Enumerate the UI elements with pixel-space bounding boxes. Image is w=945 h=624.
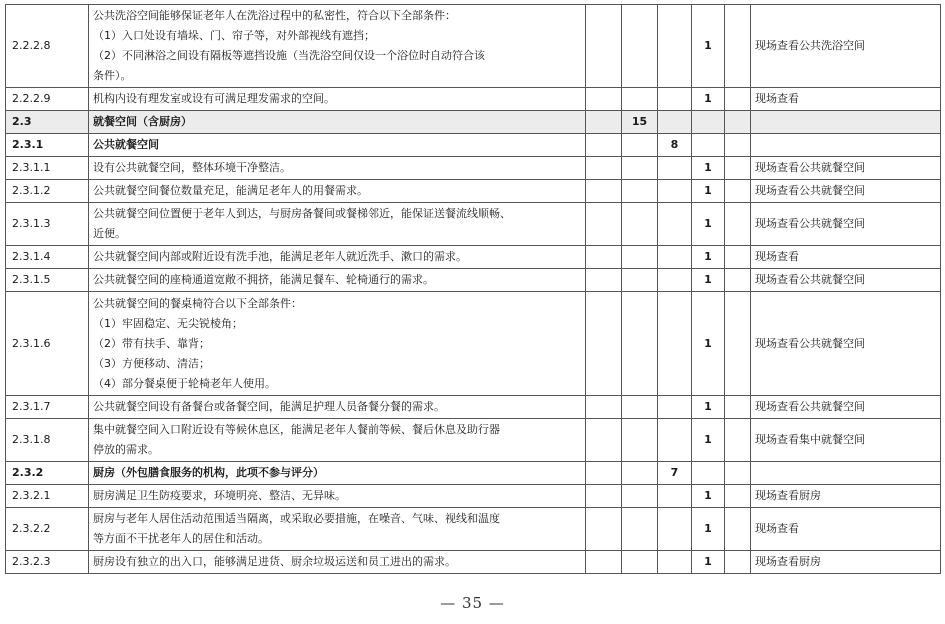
content-line: 公共就餐空间餐位数量充足，能满足老年人的用餐需求。	[93, 184, 368, 197]
score-level-2	[658, 396, 692, 419]
content-line: 等方面不干扰老年人的居住和活动。	[93, 532, 269, 545]
score-level-3	[692, 462, 725, 485]
empty-cell	[725, 111, 751, 134]
score-level-3: 1	[692, 508, 725, 551]
table-row	[6, 180, 941, 203]
score-level-2	[658, 157, 692, 180]
item-id: 2.2.2.8	[6, 5, 89, 88]
item-id: 2.3.1.3	[6, 203, 89, 246]
score-level-2	[658, 203, 692, 246]
content-line: 公共洗浴空间能够保证老年人在洗浴过程中的私密性，符合以下全部条件：	[93, 9, 456, 22]
page-number: — 35 —	[440, 594, 505, 612]
empty-cell	[725, 134, 751, 157]
score-level-2	[658, 5, 692, 88]
score-level-2	[658, 508, 692, 551]
item-id: 2.3.1.2	[6, 180, 89, 203]
score-level-2	[658, 551, 692, 574]
empty-cell	[725, 5, 751, 88]
table-row	[6, 419, 941, 462]
score-level-2	[658, 88, 692, 111]
check-method: 现场查看	[751, 508, 941, 551]
empty-cell	[725, 396, 751, 419]
empty-cell	[725, 88, 751, 111]
content-line: 公共就餐空间内部或附近设有洗手池，能满足老年人就近洗手、漱口的需求。	[93, 250, 467, 263]
check-method: 现场查看公共就餐空间	[751, 157, 941, 180]
score-level-3: 1	[692, 551, 725, 574]
content-line: （2）不同淋浴之间设有隔板等遮挡设施（当洗浴空间仅设一个浴位时自动符合该	[93, 49, 485, 62]
item-id: 2.3	[6, 111, 89, 134]
empty-cell	[586, 157, 622, 180]
table-row	[6, 88, 941, 111]
content-line: 停放的需求。	[93, 443, 159, 456]
item-id: 2.3.1.1	[6, 157, 89, 180]
empty-cell	[725, 419, 751, 462]
score-level-3: 1	[692, 157, 725, 180]
content-line: 近便。	[93, 227, 126, 240]
item-id: 2.3.1.7	[6, 396, 89, 419]
empty-cell	[586, 485, 622, 508]
score-level-1	[622, 551, 658, 574]
empty-cell	[586, 246, 622, 269]
content-line: 机构内设有理发室或设有可满足理发需求的空间。	[93, 92, 335, 105]
check-method: 现场查看公共就餐空间	[751, 396, 941, 419]
score-level-3: 1	[692, 292, 725, 396]
empty-cell	[725, 292, 751, 396]
empty-cell	[586, 508, 622, 551]
empty-cell	[586, 88, 622, 111]
empty-cell	[586, 5, 622, 88]
item-content	[89, 246, 586, 269]
item-id: 2.3.1	[6, 134, 89, 157]
score-level-3: 1	[692, 419, 725, 462]
score-level-1	[622, 5, 658, 88]
table-row	[6, 5, 941, 88]
check-method: 现场查看公共就餐空间	[751, 180, 941, 203]
content-line: （4）部分餐桌便于轮椅老年人使用。	[93, 376, 276, 390]
empty-cell	[725, 203, 751, 246]
empty-cell	[725, 485, 751, 508]
item-content	[89, 485, 586, 508]
check-method: 现场查看公共就餐空间	[751, 269, 941, 292]
item-id: 2.3.1.6	[6, 292, 89, 396]
table-row	[6, 508, 941, 551]
score-level-1	[622, 134, 658, 157]
score-level-1	[622, 269, 658, 292]
item-id: 2.3.1.5	[6, 269, 89, 292]
item-id: 2.3.2.1	[6, 485, 89, 508]
score-level-2	[658, 246, 692, 269]
check-method	[751, 134, 941, 157]
score-level-3: 1	[692, 396, 725, 419]
content-line: （1）牢固稳定、无尖锐棱角；	[93, 316, 243, 330]
table-row	[6, 551, 941, 574]
item-content	[89, 292, 586, 396]
check-method	[751, 462, 941, 485]
score-level-1	[622, 180, 658, 203]
content-line: （1）入口处设有墙垛、门、帘子等，对外部视线有遮挡；	[93, 29, 375, 42]
empty-cell	[586, 203, 622, 246]
content-line: 厨房设有独立的出入口，能够满足进货、厨余垃圾运送和员工进出的需求。	[93, 555, 456, 568]
empty-cell	[586, 180, 622, 203]
item-content	[89, 508, 586, 551]
score-level-1	[622, 462, 658, 485]
item-content	[89, 157, 586, 180]
item-content	[89, 111, 586, 134]
item-id: 2.2.2.9	[6, 88, 89, 111]
score-level-1	[622, 485, 658, 508]
empty-cell	[586, 462, 622, 485]
item-content	[89, 134, 586, 157]
score-level-3	[692, 111, 725, 134]
table-row	[6, 485, 941, 508]
empty-cell	[586, 111, 622, 134]
content-line: 公共就餐空间的餐桌椅符合以下全部条件：	[93, 296, 302, 310]
table-row	[6, 134, 941, 157]
score-level-1	[622, 203, 658, 246]
empty-cell	[725, 157, 751, 180]
score-level-1	[622, 157, 658, 180]
content-line: 就餐空间（含厨房）	[93, 115, 192, 128]
content-line: 公共就餐空间位置便于老年人到达，与厨房备餐间或餐梯邻近，能保证送餐流线顺畅、	[93, 207, 511, 220]
item-content	[89, 269, 586, 292]
check-method: 现场查看	[751, 246, 941, 269]
item-content	[89, 462, 586, 485]
table-body	[6, 5, 941, 574]
check-method: 现场查看公共就餐空间	[751, 292, 941, 396]
check-method: 现场查看厨房	[751, 485, 941, 508]
criteria-table	[5, 4, 941, 574]
table-row	[6, 203, 941, 246]
empty-cell	[725, 269, 751, 292]
empty-cell	[725, 551, 751, 574]
table-row	[6, 396, 941, 419]
score-level-1	[622, 88, 658, 111]
content-line: 公共就餐空间设有备餐台或备餐空间，能满足护理人员备餐分餐的需求。	[93, 400, 445, 413]
empty-cell	[725, 508, 751, 551]
table-row	[6, 269, 941, 292]
score-level-2	[658, 485, 692, 508]
check-method: 现场查看公共洗浴空间	[751, 5, 941, 88]
item-content	[89, 203, 586, 246]
content-line: （2）带有扶手、靠背；	[93, 336, 210, 350]
score-level-1: 15	[622, 111, 658, 134]
item-content	[89, 88, 586, 111]
content-line: 厨房与老年人居住活动范围适当隔离，或采取必要措施，在噪音、气味、视线和温度	[93, 512, 500, 525]
score-level-3: 1	[692, 485, 725, 508]
score-level-3: 1	[692, 246, 725, 269]
score-level-1	[622, 292, 658, 396]
table-row	[6, 462, 941, 485]
score-level-1	[622, 246, 658, 269]
score-level-1	[622, 396, 658, 419]
score-level-3	[692, 134, 725, 157]
score-level-1	[622, 419, 658, 462]
check-method: 现场查看集中就餐空间	[751, 419, 941, 462]
check-method	[751, 111, 941, 134]
score-level-1	[622, 508, 658, 551]
item-id: 2.3.2.3	[6, 551, 89, 574]
item-content	[89, 551, 586, 574]
empty-cell	[586, 134, 622, 157]
empty-cell	[725, 246, 751, 269]
content-line: 厨房满足卫生防疫要求，环境明亮、整洁、无异味。	[93, 489, 346, 502]
score-level-3: 1	[692, 180, 725, 203]
check-method: 现场查看	[751, 88, 941, 111]
score-level-2	[658, 269, 692, 292]
score-level-2	[658, 292, 692, 396]
score-level-3: 1	[692, 5, 725, 88]
empty-cell	[725, 180, 751, 203]
score-level-2	[658, 111, 692, 134]
content-line: 厨房（外包膳食服务的机构，此项不参与评分）	[93, 466, 324, 479]
empty-cell	[586, 269, 622, 292]
empty-cell	[586, 396, 622, 419]
content-line: 公共就餐空间	[93, 138, 159, 151]
score-level-3: 1	[692, 269, 725, 292]
score-level-2	[658, 180, 692, 203]
score-level-3: 1	[692, 203, 725, 246]
empty-cell	[586, 551, 622, 574]
empty-cell	[586, 419, 622, 462]
item-id: 2.3.2.2	[6, 508, 89, 551]
empty-cell	[725, 462, 751, 485]
content-line: 集中就餐空间入口附近设有等候休息区，能满足老年人餐前等候、餐后休息及助行器	[93, 423, 500, 436]
table-row	[6, 246, 941, 269]
content-line: （3）方便移动、清洁；	[93, 356, 210, 370]
check-method: 现场查看公共就餐空间	[751, 203, 941, 246]
table-row	[6, 292, 941, 396]
item-content	[89, 396, 586, 419]
content-line: 公共就餐空间的座椅通道宽敞不拥挤，能满足餐车、轮椅通行的需求。	[93, 273, 434, 286]
table-row	[6, 111, 941, 134]
content-line: 条件）。	[93, 69, 132, 82]
score-level-2: 7	[658, 462, 692, 485]
empty-cell	[586, 292, 622, 396]
item-id: 2.3.2	[6, 462, 89, 485]
score-level-2: 8	[658, 134, 692, 157]
item-content	[89, 180, 586, 203]
check-method: 现场查看厨房	[751, 551, 941, 574]
item-content	[89, 419, 586, 462]
content-line: 设有公共就餐空间，整体环境干净整洁。	[93, 161, 291, 174]
score-level-2	[658, 419, 692, 462]
item-content	[89, 5, 586, 88]
table-row	[6, 157, 941, 180]
score-level-3: 1	[692, 88, 725, 111]
item-id: 2.3.1.4	[6, 246, 89, 269]
item-id: 2.3.1.8	[6, 419, 89, 462]
